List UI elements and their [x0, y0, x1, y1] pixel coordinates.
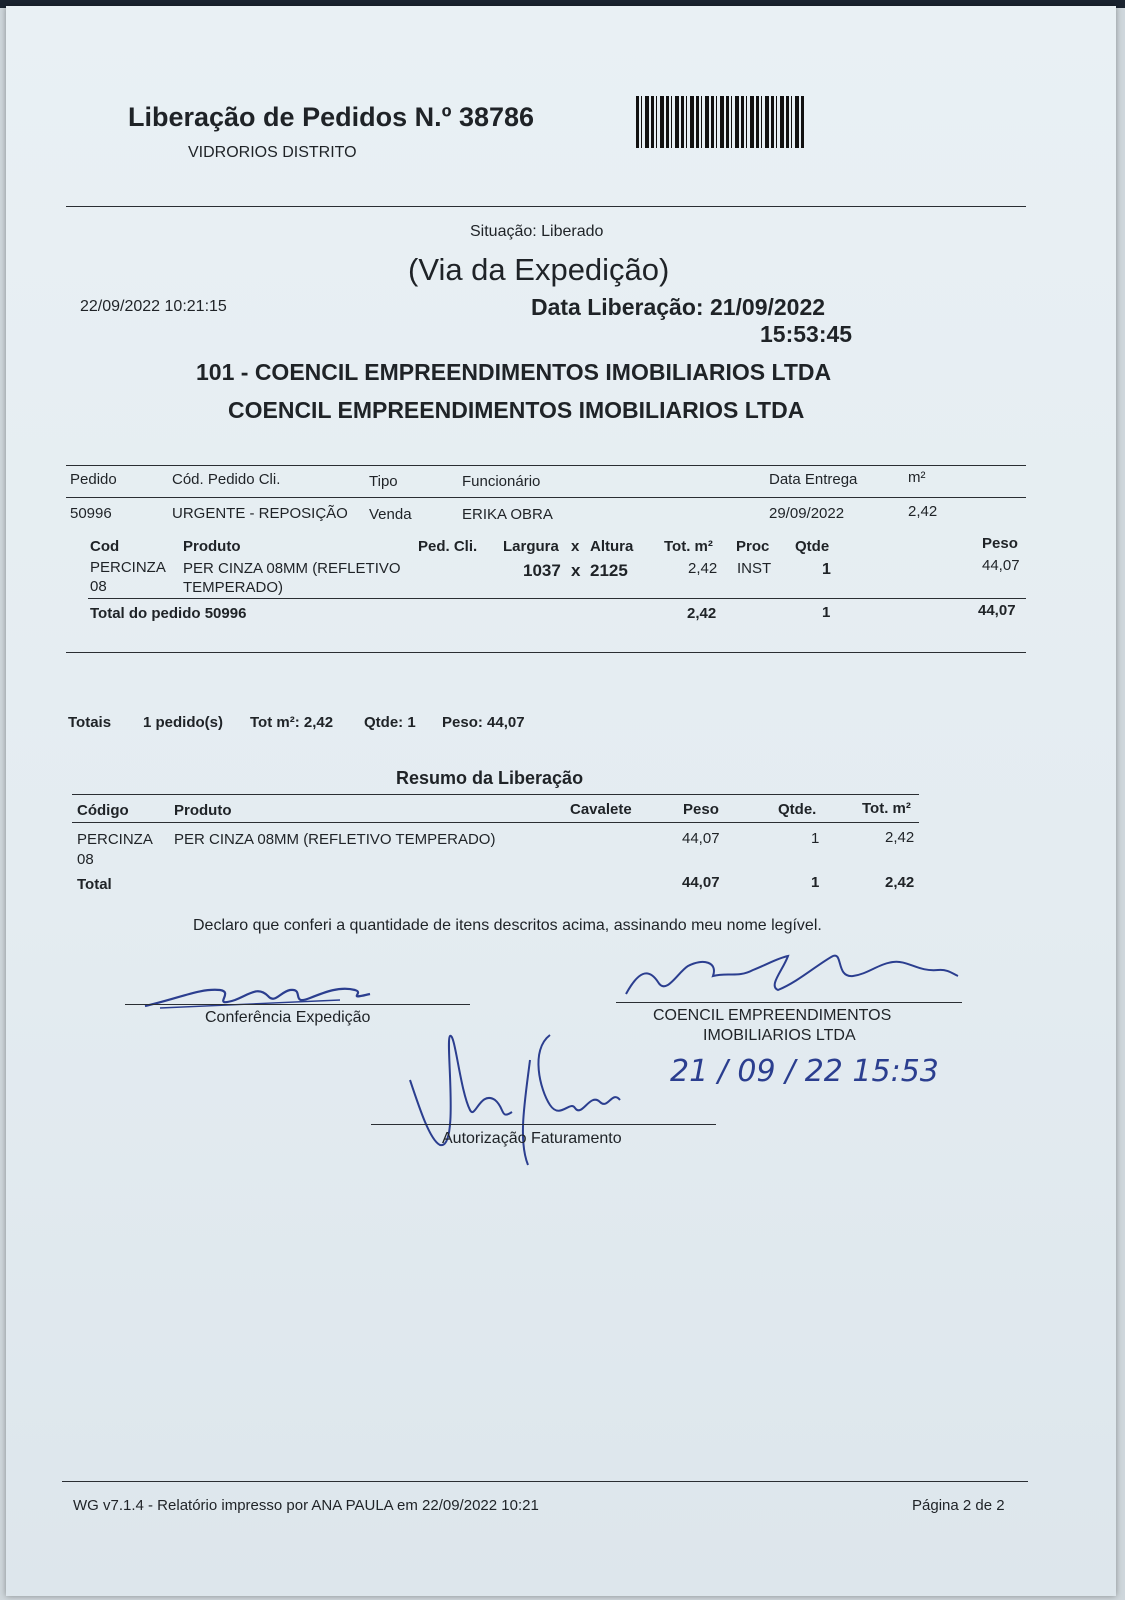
resumo-title: Resumo da Liberação — [396, 768, 584, 788]
col-header-tipo: Tipo — [369, 473, 398, 490]
resumo-total-tot-m2: 2,42 — [885, 874, 915, 891]
signature-cliente — [618, 952, 963, 1007]
resumo-col-codigo: Código — [77, 802, 129, 819]
item-tot-m2: 2,42 — [688, 560, 718, 577]
resumo-col-cavalete: Cavalete — [570, 801, 632, 818]
data-entrega: 29/09/2022 — [769, 505, 845, 522]
cod-pedido-cli: URGENTE - REPOSIÇÃO — [172, 505, 348, 522]
col-header-ped-cli: Ped. Cli. — [418, 538, 478, 555]
cliente-label-line1: COENCIL EMPREENDIMENTOS — [653, 1007, 892, 1024]
divider — [72, 822, 919, 823]
document-page — [6, 6, 1116, 1596]
col-header-x: x — [571, 538, 580, 555]
item-qtde: 1 — [822, 561, 831, 578]
m2-value: 2,42 — [908, 503, 938, 520]
item-cod-line1: PERCINZA — [90, 559, 166, 576]
col-header-largura: Largura — [503, 538, 559, 555]
item-x: x — [571, 561, 581, 580]
resumo-col-produto: Produto — [174, 802, 232, 819]
funcionario: ERIKA OBRA — [462, 506, 553, 523]
col-header-peso: Peso — [982, 535, 1018, 552]
resumo-col-qtde: Qtde. — [778, 801, 817, 818]
col-header-cod-pedido-cli: Cód. Pedido Cli. — [172, 471, 281, 488]
item-cod-line2: 08 — [90, 578, 107, 595]
item-produto-line2: TEMPERADO) — [183, 579, 284, 596]
resumo-codigo-line1: PERCINZA — [77, 831, 153, 848]
col-header-pedido: Pedido — [70, 471, 117, 488]
col-header-proc: Proc — [736, 538, 770, 555]
resumo-peso: 44,07 — [682, 830, 720, 847]
tipo: Venda — [369, 506, 412, 523]
divider — [66, 206, 1026, 207]
footer-report-info: WG v7.1.4 - Relatório impresso por ANA PAULA em 22/09/2022 10:21 — [73, 1497, 539, 1514]
totais-m2: Tot m²: 2,42 — [250, 714, 334, 731]
divider — [88, 598, 1026, 599]
item-altura: 2125 — [590, 561, 628, 580]
company-name: VIDRORIOS DISTRITO — [188, 144, 357, 161]
totais-label: Totais — [68, 714, 112, 731]
col-header-tot-m2: Tot. m² — [664, 538, 713, 555]
resumo-col-peso: Peso — [683, 801, 719, 818]
col-header-produto: Produto — [183, 538, 241, 555]
totais-pedidos: 1 pedido(s) — [143, 714, 224, 731]
resumo-produto: PER CINZA 08MM (REFLETIVO TEMPERADO) — [174, 831, 496, 848]
col-header-altura: Altura — [590, 538, 634, 555]
cliente-label-line2: IMOBILIARIOS LTDA — [703, 1027, 856, 1044]
page-number: Página 2 de 2 — [912, 1497, 1005, 1514]
col-header-m2: m² — [908, 469, 926, 486]
item-produto-line1: PER CINZA 08MM (REFLETIVO — [183, 560, 401, 577]
col-header-data-entrega: Data Entrega — [769, 471, 858, 488]
divider — [72, 794, 919, 795]
handwritten-date: 21 / 09 / 22 15:53 — [670, 1054, 939, 1089]
total-pedido-m2: 2,42 — [687, 605, 717, 622]
resumo-total-peso: 44,07 — [682, 874, 720, 891]
item-largura: 1037 — [523, 561, 561, 580]
resumo-codigo-line2: 08 — [77, 851, 94, 868]
signature-line-autorizacao — [371, 1124, 716, 1125]
divider — [66, 652, 1026, 653]
resumo-total-qtde: 1 — [811, 874, 820, 891]
totais-peso: Peso: 44,07 — [442, 714, 525, 731]
total-pedido-label: Total do pedido 50996 — [90, 605, 247, 622]
col-header-qtde: Qtde — [795, 538, 830, 555]
client-line-2: COENCIL EMPREENDIMENTOS IMOBILIARIOS LTDA — [228, 397, 805, 423]
declaracao-text: Declaro que conferi a quantidade de itens descritos acima, assinando meu nome legível. — [193, 917, 822, 934]
hora-liberacao: 15:53:45 — [760, 321, 853, 347]
item-peso: 44,07 — [982, 557, 1020, 574]
via-label: (Via da Expedição) — [408, 252, 670, 287]
resumo-qtde: 1 — [811, 830, 820, 847]
divider — [66, 465, 1026, 466]
client-line-1: 101 - COENCIL EMPREENDIMENTOS IMOBILIARIOS LTDA — [196, 359, 832, 385]
conferencia-label: Conferência Expedição — [205, 1009, 371, 1026]
data-liberacao: Data Liberação: 21/09/2022 — [531, 294, 826, 320]
total-pedido-peso: 44,07 — [978, 602, 1016, 619]
autorizacao-label: Autorização Faturamento — [442, 1130, 622, 1147]
resumo-total-label: Total — [77, 876, 112, 893]
total-pedido-qtde: 1 — [822, 604, 831, 621]
resumo-col-tot-m2: Tot. m² — [862, 800, 911, 817]
situacao-label: Situação: Liberado — [470, 223, 604, 240]
signature-autorizacao — [400, 1030, 630, 1170]
printed-timestamp: 22/09/2022 10:21:15 — [80, 298, 227, 315]
signature-line-cliente — [616, 1002, 962, 1003]
col-header-funcionario: Funcionário — [462, 473, 541, 490]
divider — [66, 497, 1026, 498]
pedido-number: 50996 — [70, 505, 112, 522]
item-proc: INST — [737, 560, 772, 577]
resumo-tot-m2: 2,42 — [885, 829, 915, 846]
document-title: Liberação de Pedidos N.º 38786 — [128, 102, 535, 132]
totais-qtde: Qtde: 1 — [364, 714, 416, 731]
divider — [62, 1481, 1028, 1482]
col-header-cod: Cod — [90, 538, 120, 555]
barcode — [636, 96, 806, 148]
signature-line-conferencia — [125, 1004, 470, 1005]
